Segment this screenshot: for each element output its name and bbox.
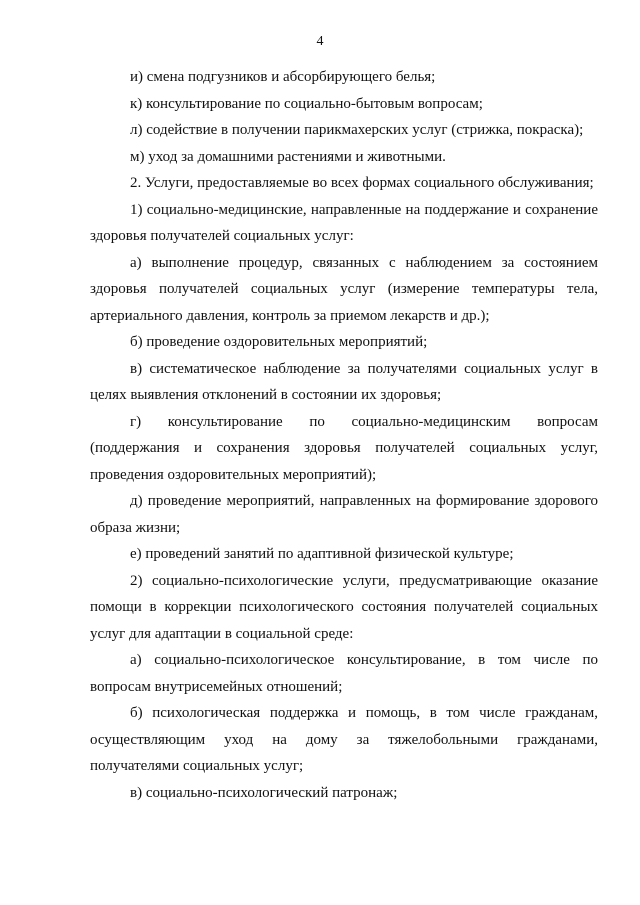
paragraph-2a: а) социально-психологическое консультирование, в том числе по вопросам внутрисемейных отношений; <box>90 652 598 695</box>
paragraph-m: м) уход за домашними растениями и животными. <box>130 148 446 165</box>
paragraph-item-1: 1) социально-медицинские, направленные на поддержание и сохранение здоровья получателей социальных услуг: <box>90 201 598 244</box>
paragraph-2b: б) психологическая поддержка и помощь, в том числе гражданам, осуществляющим уход на дому за тяжелобольными гражданами, получателями социальных услуг; <box>90 705 598 774</box>
paragraph-1e: е) проведений занятий по адаптивной физической культуре; <box>130 546 514 562</box>
paragraph-i: и) смена подгузников и абсорбирующего белья; <box>130 69 436 85</box>
paragraph-2v: в) социально-психологический патронаж; <box>130 784 398 801</box>
paragraph-1d: д) проведение мероприятий, направленных на формирование здорового образа жизни; <box>90 493 598 536</box>
paragraph-l: л) содействие в получении парикмахерских услуг (стрижка, покраска); <box>130 122 584 138</box>
document-body <box>90 64 598 806</box>
paragraph-1b: б) проведение оздоровительных мероприятий; <box>130 334 428 350</box>
paragraph-1a: а) выполнение процедур, связанных с наблюдением за состоянием здоровья получателей социальных услуг (измерение температуры тела, артериального давления, контроль за приемом лекарств и др.); <box>90 254 598 324</box>
paragraph-1g: г) консультирование по социально-медицинским вопросам (поддержания и сохранения здоровья получателей социальных услуг, проведения оздоровительных мероприятий); <box>90 413 598 483</box>
paragraph-1v: в) систематическое наблюдение за получателями социальных услуг в целях выявления отклонений в состоянии их здоровья; <box>90 360 598 403</box>
page-number: 4 <box>316 34 324 49</box>
paragraph-k: к) консультирование по социально-бытовым вопросам; <box>130 95 483 112</box>
paragraph-item-2: 2) социально-психологические услуги, предусматривающие оказание помощи в коррекции психологического состояния получателей социальных услуг для адаптации в социальной среде: <box>90 572 598 642</box>
paragraph-section-2: 2. Услуги, предоставляемые во всех формах социального обслуживания; <box>130 175 594 191</box>
